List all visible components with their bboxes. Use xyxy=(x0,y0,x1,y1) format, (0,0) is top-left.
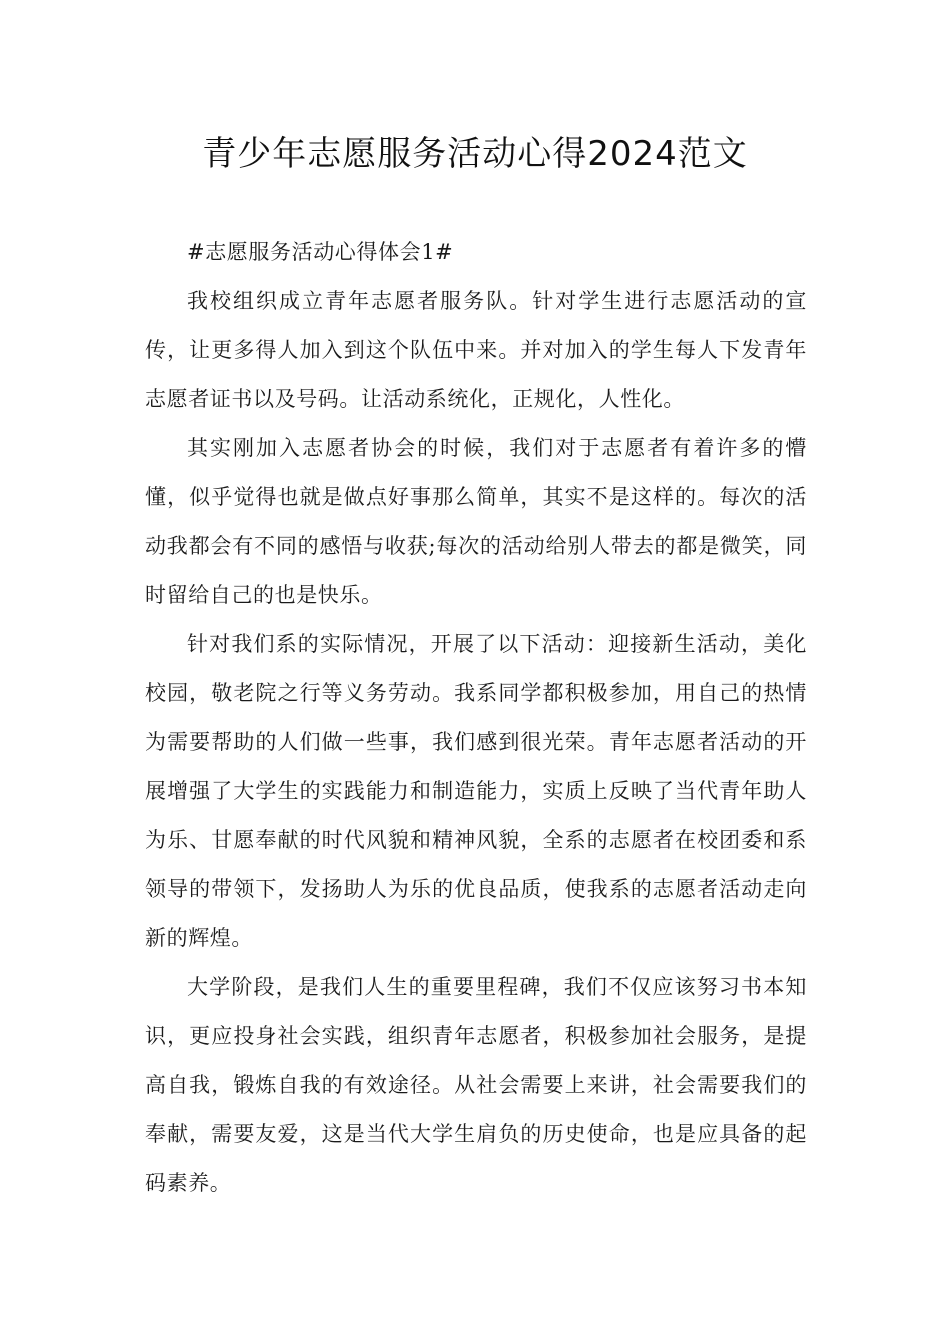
paragraph: 我校组织成立青年志愿者服务队。针对学生进行志愿活动的宣传，让更多得人加入到这个队伍中来。并对加入的学生每人下发青年志愿者证书以及号码。让活动系统化，正规化，人性化。 xyxy=(145,289,807,411)
paragraph: 其实刚加入志愿者协会的时候，我们对于志愿者有着许多的懵懂，似乎觉得也就是做点好事那么简单，其实不是这样的。每次的活动我都会有不同的感悟与收获;每次的活动给别人带去的都是微笑，同时留给自己的也是快乐。 xyxy=(145,436,807,607)
document-body xyxy=(145,228,807,1208)
document-title: 青少年志愿服务活动心得2024范文 xyxy=(202,134,748,174)
paragraph: 大学阶段，是我们人生的重要里程碑，我们不仅应该努习书本知识，更应投身社会实践，组织青年志愿者，积极参加社会服务，是提高自我，锻炼自我的有效途径。从社会需要上来讲，社会需要我们的奉献，需要友爱，这是当代大学生肩负的历史使命，也是应具备的起码素养。 xyxy=(145,975,807,1195)
section-heading: #志愿服务活动心得体会1# xyxy=(187,240,454,264)
paragraph: 针对我们系的实际情况，开展了以下活动：迎接新生活动，美化校园，敬老院之行等义务劳动。我系同学都积极参加，用自己的热情为需要帮助的人们做一些事，我们感到很光荣。青年志愿者活动的开展增强了大学生的实践能力和制造能力，实质上反映了当代青年助人为乐、甘愿奉献的时代风貌和精神风貌，全系的志愿者在校团委和系领导的带领下，发扬助人为乐的优良品质，使我系的志愿者活动走向新的辉煌。 xyxy=(145,632,807,950)
